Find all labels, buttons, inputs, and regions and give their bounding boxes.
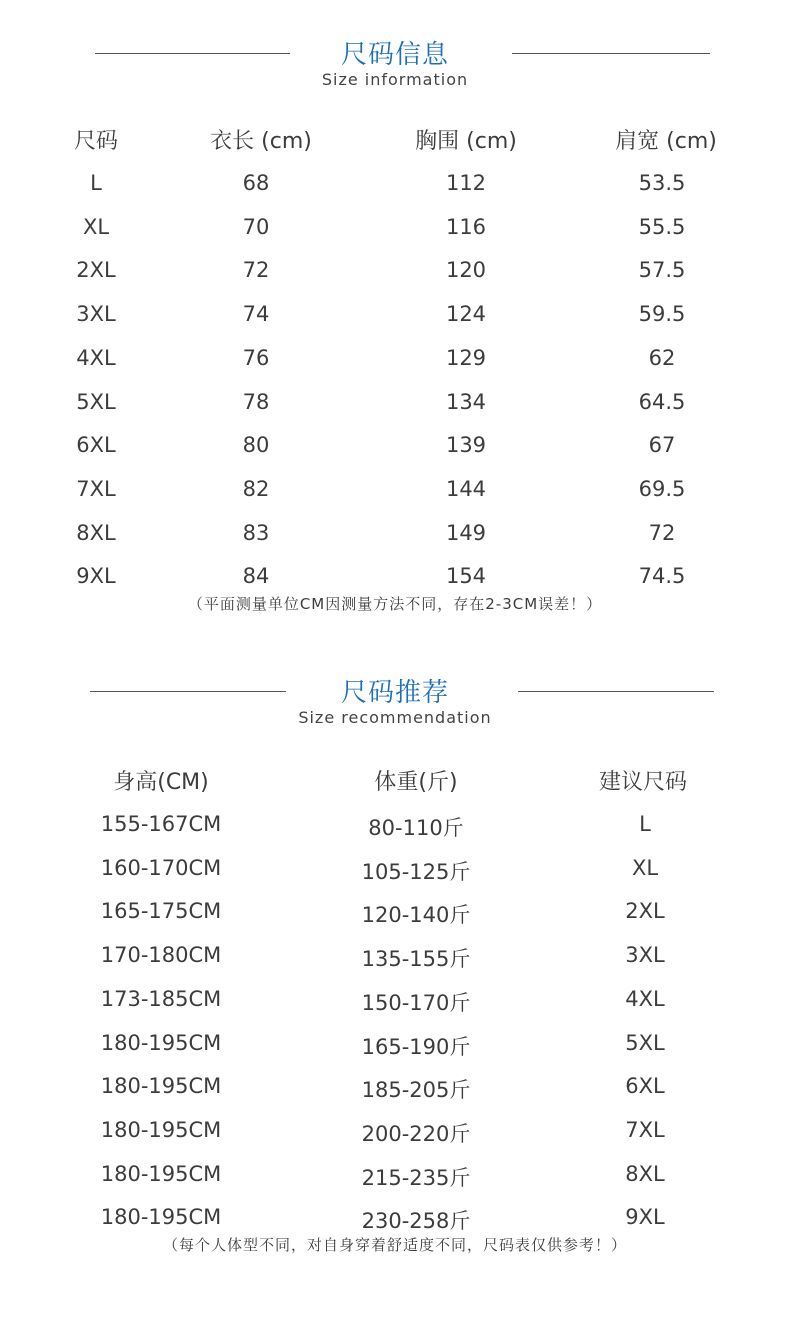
table-cell: 180-195CM bbox=[100, 1205, 222, 1230]
table-cell: 180-195CM bbox=[100, 1030, 222, 1055]
size-info-title bbox=[0, 32, 790, 92]
table-cell: 4XL bbox=[625, 986, 665, 1011]
table-cell: 139 bbox=[445, 433, 487, 458]
table-cell: 215-235斤 bbox=[361, 1165, 471, 1190]
table-cell: 69.5 bbox=[638, 476, 686, 501]
table-row bbox=[0, 899, 790, 929]
table-cell: 70 bbox=[242, 214, 270, 239]
table-row bbox=[0, 346, 790, 376]
header-weight: 体重(斤) bbox=[374, 770, 458, 795]
table-cell: 230-258斤 bbox=[361, 1209, 471, 1234]
table-row bbox=[0, 1162, 790, 1192]
table-row bbox=[0, 215, 790, 245]
table-cell: 72 bbox=[242, 258, 270, 283]
size-info-title-cn: 尺码信息 bbox=[340, 40, 449, 70]
table-cell: 173-185CM bbox=[100, 986, 222, 1011]
header-chest: 胸围 (cm) bbox=[415, 129, 517, 154]
table-cell: 144 bbox=[445, 476, 487, 501]
table-row bbox=[0, 171, 790, 201]
table-cell: 180-195CM bbox=[100, 1074, 222, 1099]
size-recommend-header-row bbox=[0, 765, 790, 795]
header-length: 衣长 (cm) bbox=[210, 129, 312, 154]
table-cell: 6XL bbox=[625, 1074, 665, 1099]
table-cell: 8XL bbox=[625, 1161, 665, 1186]
table-cell: 134 bbox=[445, 389, 487, 414]
table-row bbox=[0, 302, 790, 332]
table-cell: 9XL bbox=[625, 1205, 665, 1230]
table-cell: 149 bbox=[445, 520, 487, 545]
table-row bbox=[0, 433, 790, 463]
table-cell: 7XL bbox=[76, 476, 116, 501]
table-cell: 3XL bbox=[625, 943, 665, 968]
table-cell: 2XL bbox=[76, 258, 116, 283]
table-cell: 64.5 bbox=[638, 389, 686, 414]
table-cell: 67 bbox=[648, 433, 676, 458]
table-row bbox=[0, 812, 790, 842]
table-cell: 76 bbox=[242, 345, 270, 370]
table-cell: 83 bbox=[242, 520, 270, 545]
size-info-header-row bbox=[0, 124, 790, 154]
table-cell: 84 bbox=[242, 564, 270, 589]
size-info-title-en: Size information bbox=[321, 70, 469, 89]
table-cell: 53.5 bbox=[638, 171, 686, 195]
table-cell: XL bbox=[82, 214, 110, 239]
table-cell: 135-155斤 bbox=[361, 947, 471, 972]
size-recommend-title bbox=[0, 670, 790, 730]
table-cell: 55.5 bbox=[638, 214, 686, 239]
table-row bbox=[0, 564, 790, 594]
table-cell: 57.5 bbox=[638, 258, 686, 283]
table-cell: L bbox=[639, 812, 651, 836]
size-recommend-title-cn: 尺码推荐 bbox=[340, 678, 449, 708]
table-cell: 78 bbox=[242, 389, 270, 414]
table-cell: 8XL bbox=[76, 520, 116, 545]
table-cell: 154 bbox=[445, 564, 487, 589]
size-info-note: （平面测量单位CM因测量方法不同，存在2-3CM误差！） bbox=[187, 595, 603, 613]
table-cell: XL bbox=[631, 855, 659, 880]
table-cell: 82 bbox=[242, 476, 270, 501]
size-recommend-title-en: Size recommendation bbox=[298, 708, 492, 727]
table-cell: 165-175CM bbox=[100, 899, 222, 924]
header-height: 身高(CM) bbox=[113, 770, 209, 795]
table-cell: 116 bbox=[445, 214, 487, 239]
table-row bbox=[0, 390, 790, 420]
table-cell: 80-110斤 bbox=[368, 816, 464, 840]
table-cell: 5XL bbox=[76, 389, 116, 414]
table-cell: 129 bbox=[445, 345, 487, 370]
table-cell: 5XL bbox=[625, 1030, 665, 1055]
table-cell: 68 bbox=[242, 171, 270, 195]
table-cell: 74.5 bbox=[638, 564, 686, 589]
table-cell: 180-195CM bbox=[100, 1161, 222, 1186]
table-cell: 170-180CM bbox=[100, 943, 222, 968]
table-cell: 120 bbox=[445, 258, 487, 283]
table-cell: 124 bbox=[445, 302, 487, 327]
table-cell: 120-140斤 bbox=[361, 903, 471, 928]
table-cell: 160-170CM bbox=[100, 855, 222, 880]
header-suggested-size: 建议尺码 bbox=[598, 770, 688, 795]
table-row bbox=[0, 1074, 790, 1104]
size-recommend-note: （每个人体型不同，对自身穿着舒适度不同，尺码表仅供参考！） bbox=[162, 1236, 627, 1254]
table-cell: 200-220斤 bbox=[361, 1121, 471, 1146]
table-cell: 62 bbox=[648, 345, 676, 370]
header-size: 尺码 bbox=[73, 129, 119, 154]
table-cell: 4XL bbox=[76, 345, 116, 370]
table-cell: 105-125斤 bbox=[361, 859, 471, 884]
table-cell: 80 bbox=[242, 433, 270, 458]
table-row bbox=[0, 521, 790, 551]
table-row bbox=[0, 1118, 790, 1148]
table-cell: 6XL bbox=[76, 433, 116, 458]
table-cell: 7XL bbox=[625, 1117, 665, 1142]
table-cell: 112 bbox=[445, 171, 487, 195]
table-cell: L bbox=[90, 171, 102, 195]
table-cell: 74 bbox=[242, 302, 270, 327]
table-row bbox=[0, 1031, 790, 1061]
table-cell: 2XL bbox=[625, 899, 665, 924]
table-cell: 3XL bbox=[76, 302, 116, 327]
table-cell: 59.5 bbox=[638, 302, 686, 327]
table-cell: 9XL bbox=[76, 564, 116, 589]
table-row bbox=[0, 856, 790, 886]
table-row bbox=[0, 1205, 790, 1235]
table-cell: 180-195CM bbox=[100, 1117, 222, 1142]
table-cell: 72 bbox=[648, 520, 676, 545]
table-cell: 155-167CM bbox=[100, 812, 222, 836]
table-cell: 165-190斤 bbox=[361, 1034, 471, 1059]
table-row bbox=[0, 258, 790, 288]
table-row bbox=[0, 987, 790, 1017]
table-row bbox=[0, 943, 790, 973]
table-cell: 150-170斤 bbox=[361, 990, 471, 1015]
table-cell: 185-205斤 bbox=[361, 1078, 471, 1103]
table-row bbox=[0, 477, 790, 507]
header-shoulder: 肩宽 (cm) bbox=[615, 129, 717, 154]
